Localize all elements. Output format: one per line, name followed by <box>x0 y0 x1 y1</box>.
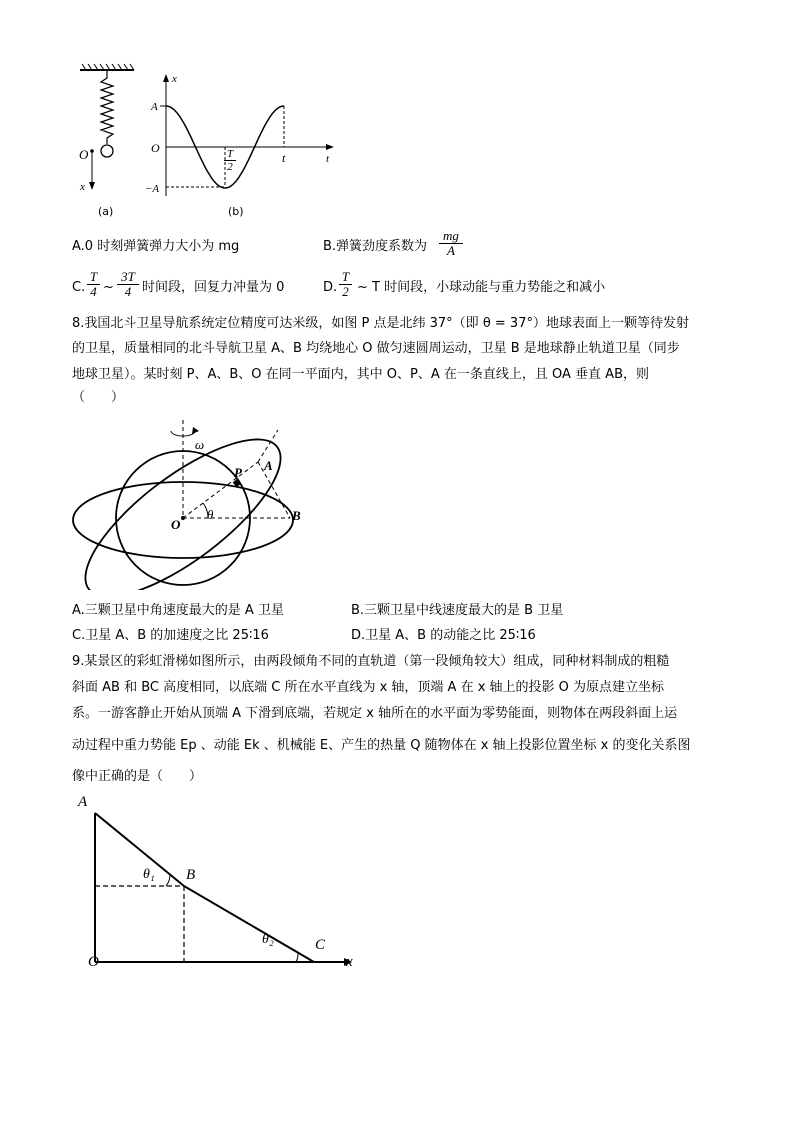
q8-stem-line-1: 8.我国北斗卫星导航系统定位精度可达米级，如图 P 点是北纬 37°（即 θ = 37°）地球表面上一颗等待发射 <box>72 316 689 331</box>
q7-option-b-prefix: B.弹簧劲度系数为 <box>323 239 428 254</box>
spring-origin-label: O <box>79 147 89 162</box>
q8-stem-line-2: 的卫星，质量相同的北斗导航卫星 A、B 均绕地心 O 做匀速圆周运动，卫星 B 是地球静止轨道卫星（同步 <box>72 341 680 356</box>
graph-neg-amplitude-label: −A <box>145 183 160 195</box>
q7-option-d-prefix: D. <box>323 280 338 295</box>
graph-t-mark-label: t <box>282 151 286 165</box>
slide-B-label: B <box>186 867 196 883</box>
graph-t-axis-label: t <box>326 153 330 165</box>
q7-option-c-prefix: C. <box>72 280 86 295</box>
graph-amplitude-label: A <box>151 101 158 113</box>
q7-option-c-fraction-1: $\frac{T}{4}$ <box>87 270 100 299</box>
q8-option-d: D.卫星 A、B 的动能之比 25∶16 <box>351 628 536 643</box>
q9-stem-line-2: 斜面 AB 和 BC 高度相同，以底端 C 所在水平直线为 x 轴，顶端 A 在 x 轴上的投影 O 为原点建立坐标 <box>72 680 665 695</box>
q8-stem-line-3: 地球卫星）。某时刻 P、A、B、O 在同一平面内，其中 O、P、A 在一条直线上，且 OA 垂直 AB，则 <box>72 367 649 382</box>
orbit-O-label: O <box>171 517 181 532</box>
slide-x-label: x <box>346 954 353 970</box>
q7-option-a: A.0 时刻弹簧弹力大小为 mg <box>72 239 240 254</box>
spring-figure <box>70 62 150 222</box>
q7-option-c-fraction-2: $\frac{3T}{4}$ <box>117 270 139 299</box>
q8-option-b: B.三颗卫星中线速度最大的是 B 卫星 <box>351 603 564 618</box>
q9-stem-line-1: 9.某景区的彩虹滑梯如图所示，由两段倾角不同的直轨道（第一段倾角较大）组成，同种材料制成的粗糙 <box>72 654 670 669</box>
orbit-P-label: P <box>234 465 242 480</box>
graph-half-period-label: $\frac{T}{2}$ <box>224 148 236 173</box>
oscillation-graph <box>140 70 340 205</box>
q8-option-c: C.卫星 A、B 的加速度之比 25∶16 <box>72 628 269 643</box>
q8-option-a: A.三颗卫星中角速度最大的是 A 卫星 <box>72 603 284 618</box>
q7-option-d-fraction: $\frac{T}{2}$ <box>339 270 352 299</box>
fig-a-caption: (a) <box>98 205 114 218</box>
graph-x-axis-label: x <box>172 73 177 85</box>
graph-origin-label: O <box>151 141 160 155</box>
spring-x-label: x <box>80 181 85 193</box>
orbit-A-label: A <box>264 458 273 473</box>
q7-option-b-fraction: $\frac{mg}{A}$ <box>439 229 463 258</box>
q7-option-c-suffix: 时间段，回复力冲量为 0 <box>142 280 285 295</box>
slide-theta1-label: θ₁ <box>143 867 155 882</box>
q7-option-d-suffix: ~ T 时间段，小球动能与重力势能之和减小 <box>357 280 606 295</box>
slide-O-label: O <box>88 954 99 970</box>
q8-answer-bracket: （ ） <box>72 390 125 405</box>
fig-b-caption: (b) <box>228 205 244 218</box>
orbit-B-label: B <box>292 508 301 523</box>
orbit-theta-label: θ <box>207 507 214 522</box>
q7-option-c-tilde: ~ <box>103 280 114 295</box>
q9-stem-line-5: 像中正确的是（ ） <box>72 769 203 784</box>
slide-figure <box>82 795 372 980</box>
slide-A-label: A <box>78 794 88 810</box>
q9-stem-line-4: 动过程中重力势能 Ep 、动能 Ek 、机械能 E、产生的热量 Q 随物体在 x 轴上投影位置坐标 x 的变化关系图 <box>72 738 691 753</box>
orbit-omega-label: ω <box>195 437 205 452</box>
slide-theta2-label: θ₂ <box>262 932 274 947</box>
earth-orbit-figure <box>68 410 308 590</box>
q9-stem-line-3: 系。一游客静止开始从顶端 A 下滑到底端，若规定 x 轴所在的水平面为零势能面，则物体在两段斜面上运 <box>72 706 678 721</box>
slide-C-label: C <box>315 937 326 953</box>
